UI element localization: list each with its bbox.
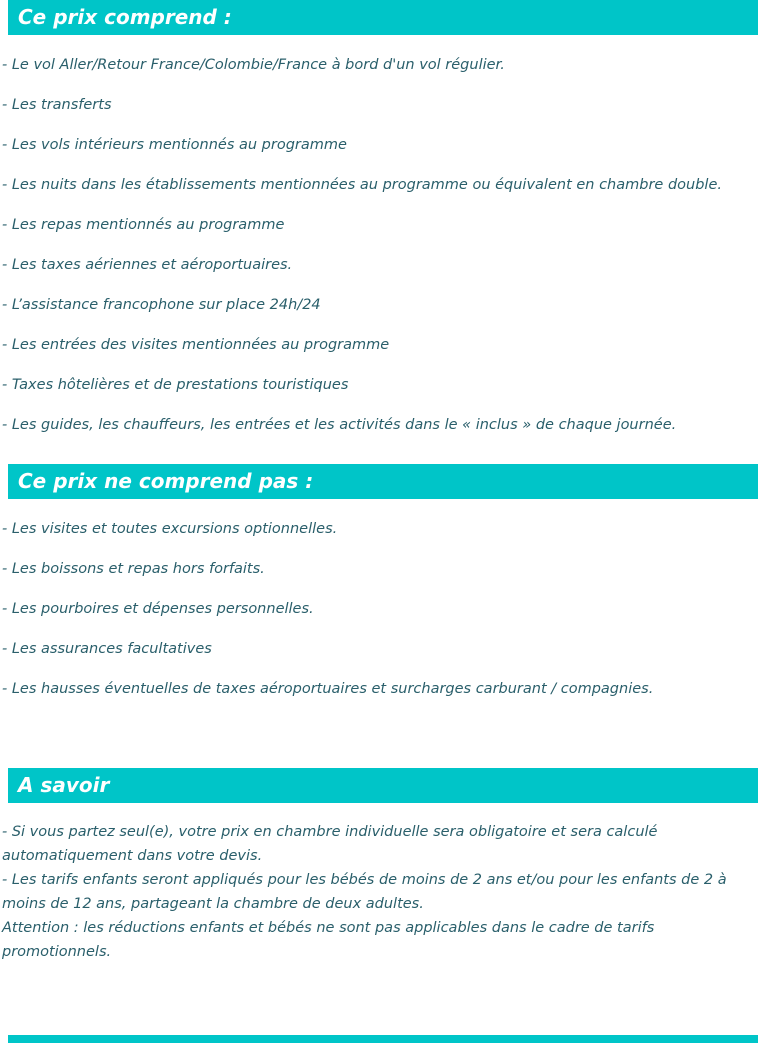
list-item: - Les visites et toutes excursions optionnelles. [2,521,338,537]
list-item: - Les assurances facultatives [2,641,212,657]
note-paragraph: - Si vous partez seul(e), votre prix en chambre individuelle sera obligatoire et sera calculé automatiquement dans votre devis. [2,824,658,864]
list-item: - Les hausses éventuelles de taxes aéroportuaires et surcharges carburant / compagnies. [2,681,654,697]
section-title: A savoir [18,773,110,797]
list-item: - Les taxes aériennes et aéroportuaires. [2,257,293,273]
excludes-list [0,499,758,698]
includes-list [0,35,758,434]
note-paragraph: - Les tarifs enfants seront appliqués pour les bébés de moins de 2 ans et/ou pour les enfants de 2 à moins de 12 ans, partageant la chambre de deux adultes. [2,872,727,912]
list-item: - Les repas mentionnés au programme [2,217,285,233]
next-section-bar-partial [8,1035,758,1043]
section-header-excludes [8,464,758,499]
section-title: Ce prix ne comprend pas : [18,469,314,493]
list-item: - Les entrées des visites mentionnées au programme [2,337,390,353]
list-item: - Les transferts [2,97,112,113]
list-item: - Les guides, les chauffeurs, les entrées et les activités dans le « inclus » de chaque journée. [2,417,677,433]
section-header-includes [8,0,758,35]
list-item: - Les vols intérieurs mentionnés au programme [2,137,347,153]
list-item: - Le vol Aller/Retour France/Colombie/France à bord d'un vol régulier. [2,57,505,73]
list-item: - Les pourboires et dépenses personnelles. [2,601,314,617]
list-item: - Taxes hôtelières et de prestations touristiques [2,377,349,393]
note-paragraph: Attention : les réductions enfants et bébés ne sont pas applicables dans le cadre de tarifs promotionnels. [2,920,655,960]
list-item: - L’assistance francophone sur place 24h/24 [2,297,321,313]
notes-body [0,803,758,964]
section-title: Ce prix comprend : [18,5,232,29]
list-item: - Les nuits dans les établissements mentionnées au programme ou équivalent en chambre double. [2,177,722,193]
list-item: - Les boissons et repas hors forfaits. [2,561,265,577]
section-header-notes [8,768,758,803]
